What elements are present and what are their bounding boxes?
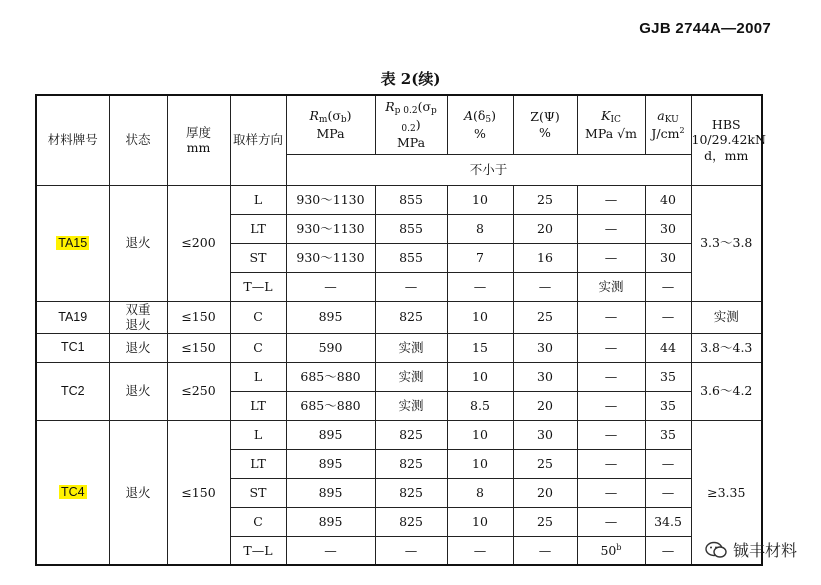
table-row <box>36 301 762 333</box>
hbs-cell: 3.6～4.2 <box>691 362 762 420</box>
kic-value: — <box>604 249 618 265</box>
elongation-cell: 10 <box>447 362 513 391</box>
material-cell <box>36 420 109 565</box>
reduction-cell: 25 <box>513 507 577 536</box>
direction-cell: ST <box>230 243 286 272</box>
elongation-cell: 7 <box>447 243 513 272</box>
rm-cell: — <box>286 272 375 301</box>
kic-cell <box>577 243 645 272</box>
rp-cell: 825 <box>375 507 447 536</box>
thickness-cell: ≤200 <box>167 185 230 301</box>
aku-cell: 30 <box>645 214 691 243</box>
direction-cell: ST <box>230 478 286 507</box>
direction-cell: L <box>230 362 286 391</box>
rp-cell: — <box>375 272 447 301</box>
direction-cell: LT <box>230 214 286 243</box>
hbs-cell: 3.3～3.8 <box>691 185 762 301</box>
kic-footnote: b <box>616 542 622 552</box>
reduction-cell: — <box>513 536 577 565</box>
kic-cell <box>577 333 645 362</box>
kic-value: — <box>604 455 618 471</box>
kic-value: — <box>604 397 618 413</box>
kic-value: — <box>604 309 618 325</box>
rp-cell: 855 <box>375 185 447 214</box>
kic-cell <box>577 449 645 478</box>
kic-value: 实测 <box>598 278 624 294</box>
direction-cell: C <box>230 301 286 333</box>
elongation-cell: 10 <box>447 301 513 333</box>
standard-code: GJB 2744A—2007 <box>639 20 771 37</box>
direction-cell: LT <box>230 391 286 420</box>
aku-cell: 34.5 <box>645 507 691 536</box>
elongation-cell: — <box>447 272 513 301</box>
aku-cell: 35 <box>645 362 691 391</box>
material-name: TA15 <box>58 235 88 250</box>
elongation-cell: 10 <box>447 449 513 478</box>
rm-cell: 930～1130 <box>286 185 375 214</box>
hbs-cell: ≥3.35 <box>691 420 762 565</box>
header-thickness: 厚度 mm <box>167 95 230 185</box>
reduction-cell: 20 <box>513 391 577 420</box>
aku-cell: — <box>645 272 691 301</box>
kic-value: — <box>604 513 618 529</box>
header-rp: $R_{p 0.2}(\sigma_{p 0.2})$ MPa <box>375 95 447 154</box>
direction-cell: C <box>230 333 286 362</box>
header-hbs: HBS 10/29.42kN d，mm <box>691 95 762 185</box>
rp-cell: 855 <box>375 214 447 243</box>
state-cell: 退火 <box>109 362 167 420</box>
kic-cell <box>577 478 645 507</box>
reduction-cell: 20 <box>513 214 577 243</box>
aku-cell: — <box>645 478 691 507</box>
header-reduction: Z(Ψ) % <box>513 95 577 154</box>
table-row <box>36 333 762 362</box>
aku-cell: — <box>645 301 691 333</box>
material-name: TA19 <box>58 309 88 324</box>
elongation-cell: — <box>447 536 513 565</box>
kic-cell <box>577 420 645 449</box>
header-rm: $R_m(\sigma_b)$ MPa <box>286 95 375 154</box>
reduction-cell: 25 <box>513 301 577 333</box>
rm-cell: 930～1130 <box>286 214 375 243</box>
aku-cell: 35 <box>645 420 691 449</box>
kic-cell <box>577 536 645 565</box>
table-caption: 表 2(续) <box>380 70 441 88</box>
material-cell <box>36 333 109 362</box>
reduction-cell: — <box>513 272 577 301</box>
kic-value: — <box>604 426 618 442</box>
rm-cell: 895 <box>286 507 375 536</box>
rp-cell: 实测 <box>375 362 447 391</box>
aku-cell: 40 <box>645 185 691 214</box>
rm-cell: — <box>286 536 375 565</box>
elongation-cell: 8.5 <box>447 391 513 420</box>
kic-cell <box>577 362 645 391</box>
elongation-cell: 10 <box>447 420 513 449</box>
kic-value: — <box>604 484 618 500</box>
wechat-icon <box>705 541 727 559</box>
rp-cell: 825 <box>375 478 447 507</box>
header-elongation: $A(\delta_5)$ % <box>447 95 513 154</box>
elongation-cell: 10 <box>447 185 513 214</box>
watermark-text: 铖丰材料 <box>732 541 797 560</box>
header-kic: $K_{IC}$ MPa √m <box>577 95 645 154</box>
kic-cell <box>577 301 645 333</box>
reduction-cell: 16 <box>513 243 577 272</box>
kic-cell <box>577 272 645 301</box>
state-cell: 双重退火 <box>109 301 167 333</box>
material-cell <box>36 362 109 420</box>
rp-cell: 825 <box>375 420 447 449</box>
thickness-cell: ≤150 <box>167 301 230 333</box>
table-row <box>36 420 762 449</box>
aku-cell: 35 <box>645 391 691 420</box>
rm-cell: 930～1130 <box>286 243 375 272</box>
table-row <box>36 362 762 391</box>
rp-cell: 825 <box>375 449 447 478</box>
aku-cell: 44 <box>645 333 691 362</box>
reduction-cell: 30 <box>513 362 577 391</box>
reduction-cell: 20 <box>513 478 577 507</box>
rp-cell: 实测 <box>375 391 447 420</box>
kic-cell <box>577 214 645 243</box>
direction-cell: LT <box>230 449 286 478</box>
hbs-cell: 实测 <box>691 301 762 333</box>
kic-value: — <box>604 339 618 355</box>
kic-cell <box>577 185 645 214</box>
kic-cell <box>577 391 645 420</box>
state-cell: 退火 <box>109 420 167 565</box>
rm-cell: 685～880 <box>286 362 375 391</box>
aku-cell: 30 <box>645 243 691 272</box>
kic-value: — <box>604 191 618 207</box>
header-material: 材料牌号 <box>36 95 109 185</box>
material-name: TC4 <box>60 485 85 500</box>
material-name: TC1 <box>60 340 85 355</box>
reduction-cell: 30 <box>513 333 577 362</box>
rm-cell: 895 <box>286 301 375 333</box>
rp-cell: 实测 <box>375 333 447 362</box>
rp-cell: — <box>375 536 447 565</box>
elongation-cell: 8 <box>447 214 513 243</box>
kic-value: — <box>604 220 618 236</box>
material-cell <box>36 185 109 301</box>
kic-value: — <box>604 368 618 384</box>
reduction-cell: 30 <box>513 420 577 449</box>
header-aku: $a_{KU}$ $J/cm^2$ <box>645 95 691 154</box>
reduction-cell: 25 <box>513 449 577 478</box>
elongation-cell: 15 <box>447 333 513 362</box>
rm-cell: 895 <box>286 449 375 478</box>
material-cell <box>36 301 109 333</box>
elongation-cell: 8 <box>447 478 513 507</box>
rm-cell: 895 <box>286 420 375 449</box>
rm-cell: 895 <box>286 478 375 507</box>
material-name: TC2 <box>60 383 85 398</box>
direction-cell: T—L <box>230 536 286 565</box>
direction-cell: L <box>230 185 286 214</box>
rm-cell: 685～880 <box>286 391 375 420</box>
thickness-cell: ≤250 <box>167 362 230 420</box>
rp-cell: 825 <box>375 301 447 333</box>
direction-cell: C <box>230 507 286 536</box>
aku-cell: — <box>645 536 691 565</box>
thickness-cell: ≤150 <box>167 420 230 565</box>
header-min-note: 不小于 <box>286 154 691 185</box>
rm-cell: 590 <box>286 333 375 362</box>
state-cell: 退火 <box>109 333 167 362</box>
header-direction: 取样方向 <box>230 95 286 185</box>
elongation-cell: 10 <box>447 507 513 536</box>
state-cell: 退火 <box>109 185 167 301</box>
kic-value: 50 <box>600 542 617 558</box>
rp-cell: 855 <box>375 243 447 272</box>
direction-cell: T—L <box>230 272 286 301</box>
direction-cell: L <box>230 420 286 449</box>
kic-cell <box>577 507 645 536</box>
header-state: 状态 <box>109 95 167 185</box>
hbs-cell: 3.8～4.3 <box>691 333 762 362</box>
reduction-cell: 25 <box>513 185 577 214</box>
thickness-cell: ≤150 <box>167 333 230 362</box>
watermark <box>705 538 797 561</box>
table-row <box>36 185 762 214</box>
aku-cell: — <box>645 449 691 478</box>
